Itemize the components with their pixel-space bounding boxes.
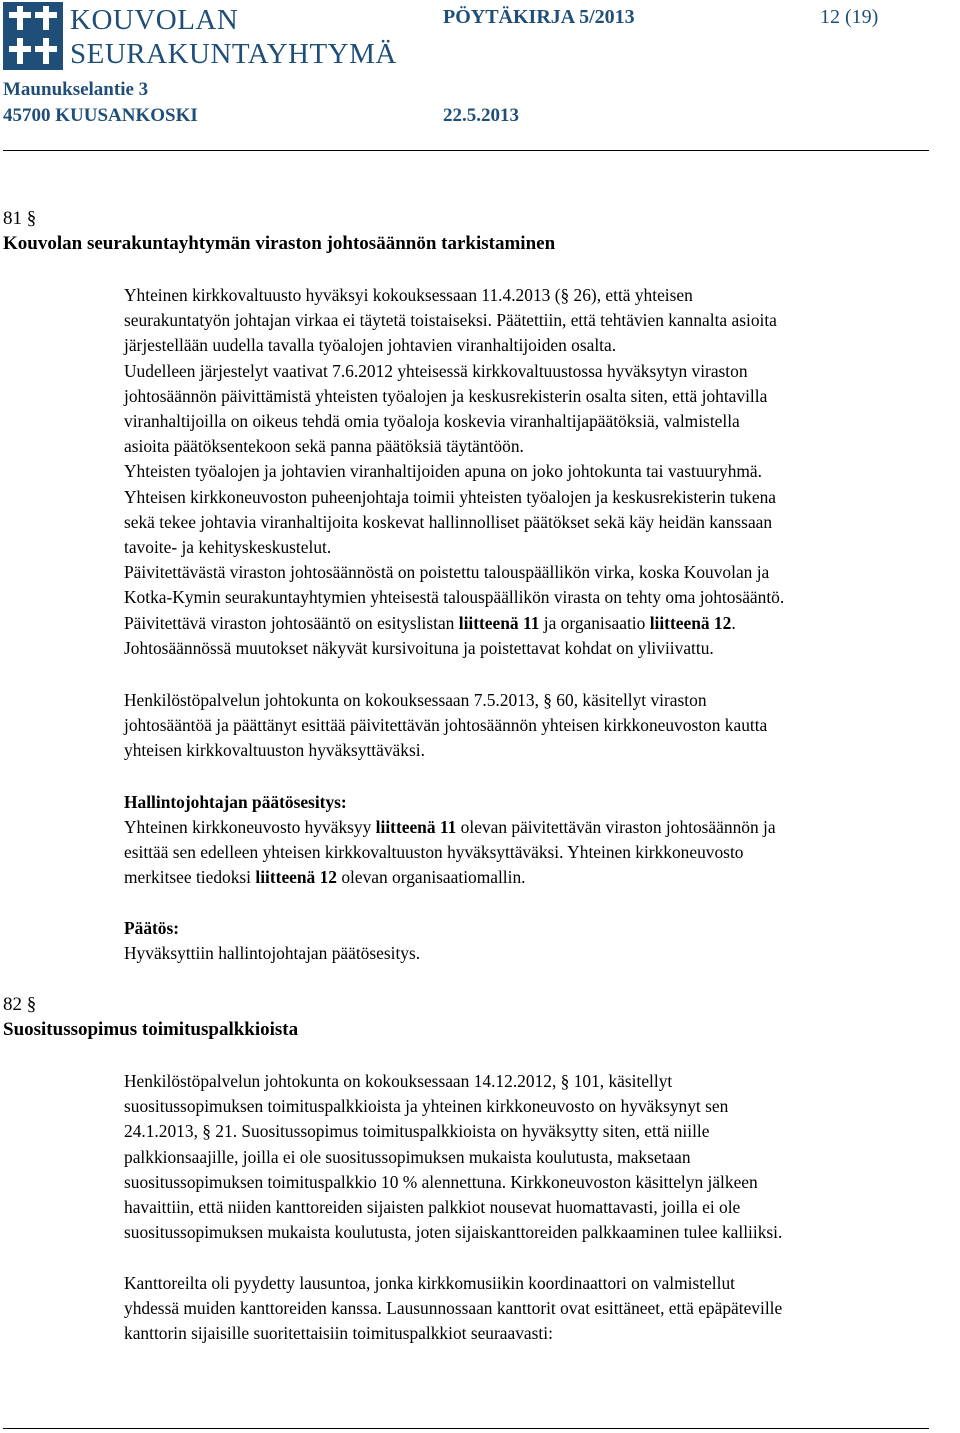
proposal-text xyxy=(124,815,960,891)
org-name-line2: SEURAKUNTAYHTYMÄ xyxy=(70,38,397,70)
text-line: Yhteinen kirkkovaltuusto hyväksyi kokouksessaan 11.4.2013 (§ 26), että yhteisen xyxy=(124,285,693,305)
text-line: 24.1.2013, § 21. Suositussopimus toimituspalkkioista on hyväksytty siten, että niille xyxy=(124,1121,710,1142)
text-line: johtosääntöä ja päättänyt esittää päivitettävän johtosäännön yhteisen kirkkoneuvoston kautta xyxy=(124,715,768,736)
section-82-paragraph-2 xyxy=(124,1271,960,1347)
text-line xyxy=(124,865,960,890)
text-line: havaittiin, että niiden kanttoreiden sijaisten palkkiot nousevat huomattavasti, joilla ei ole xyxy=(124,1197,741,1218)
text-line: kanttorin sijaisille suoritettaisiin toimituspalkkiot seuraavasti: xyxy=(124,1323,553,1344)
meeting-date: 22.5.2013 xyxy=(443,105,519,126)
address-street: Maunukselantie 3 xyxy=(3,79,149,100)
text-line: yhdessä muiden kanttoreiden kanssa. Lausunnossaan kanttorit ovat esittäneet, että epäpäteville xyxy=(124,1298,783,1319)
text-line: suositussopimuksen toimituspalkkioista ja yhteinen kirkkoneuvosto on hyväksynyt sen xyxy=(124,1096,729,1117)
text-line: Yhteisten työalojen ja johtavien viranhaltijoiden apuna on joko johtokunta tai vastuuryhmä. xyxy=(124,461,762,482)
text-line: tavoite- ja kehityskeskustelut. xyxy=(124,537,332,558)
text-run: olevan organisaatiomallin. xyxy=(337,867,526,888)
proposal-heading: Hallintojohtajan päätösesitys: xyxy=(124,792,347,812)
text-line: Henkilöstöpalvelun johtokunta on kokouksessaan 14.12.2012, § 101, käsitellyt xyxy=(124,1071,673,1091)
text-line: Päivitettävästä viraston johtosäännöstä on poistettu talouspäällikön virka, koska Kouvolan ja xyxy=(124,562,770,583)
text-line: järjestellään uudella tavalla työalojen johtavien viranhaltijoiden osalta. xyxy=(124,335,617,356)
text-line: johtosäännön päivittämistä yhteisten työalojen ja keskusrekisterin osalta siten, että johtavilla xyxy=(124,385,768,406)
text-line: viranhaltijoilla on oikeus tehdä omia työaloja koskevia viranhaltijapäätöksiä, valmistella xyxy=(124,411,740,432)
text-line: esittää sen edelleen yhteisen kirkkovaltuuston hyväksyttäväksi. Yhteinen kirkkoneuvosto xyxy=(124,842,744,863)
address-city: 45700 KUUSANKOSKI xyxy=(3,105,198,126)
text-line xyxy=(124,611,960,636)
section-81-number: 81 § xyxy=(3,208,37,229)
attachment-reference: liitteenä 11 xyxy=(458,612,540,633)
document-title: PÖYTÄKIRJA 5/2013 xyxy=(443,6,635,28)
text-run: ja organisaatio xyxy=(539,612,650,633)
text-line: Kotka-Kymin seurakuntayhtymien yhteisestä talouspäällikön virasta on tehty oma johtosääntö. xyxy=(124,587,785,608)
footer-divider xyxy=(3,1428,929,1429)
text-line xyxy=(124,815,960,840)
text-line: Hyväksyttiin hallintojohtajan päätösesitys. xyxy=(124,943,421,963)
text-line: sekä tekee johtavia viranhaltijoita koskevat hallinnolliset päätökset sekä käy heidän kanssaan xyxy=(124,511,773,532)
text-line: Yhteisen kirkkoneuvoston puheenjohtaja toimii yhteisten työalojen ja keskusrekisterin tukena xyxy=(124,486,777,507)
text-line: suositussopimuksen toimituspalkkio 10 % alennettuna. Kirkkoneuvoston käsittelyn jälkeen xyxy=(124,1171,758,1192)
section-82-title: Suositussopimus toimituspalkkioista xyxy=(3,1019,299,1040)
org-name-line1: KOUVOLAN xyxy=(70,4,239,36)
text-line: Henkilöstöpalvelun johtokunta on kokouksessaan 7.5.2013, § 60, käsitellyt viraston xyxy=(124,690,707,710)
text-line: suositussopimuksen mukaista koulutusta, joten sijaiskanttoreiden palkkaaminen tulee kalliiksi. xyxy=(124,1222,783,1243)
text-run: Päivitettävä viraston johtosääntö on esityslistan xyxy=(124,612,459,633)
attachment-reference: liitteenä 11 xyxy=(375,817,457,837)
text-run: merkitsee tiedoksi xyxy=(124,867,256,888)
text-line: palkkionsaajille, joilla ei ole suositussopimuksen mukaista koulutusta, maksetaan xyxy=(124,1146,691,1167)
page-number: 12 (19) xyxy=(820,6,879,28)
text-run: Yhteinen kirkkoneuvosto hyväksyy xyxy=(124,817,376,837)
attachment-reference: liitteenä 12 xyxy=(649,612,732,633)
text-run: . xyxy=(731,612,736,633)
section-82-paragraph-1 xyxy=(124,1069,960,1245)
text-line: asioita päätöksentekoon sekä panna päätöksiä täytäntöön. xyxy=(124,436,524,457)
text-line: yhteisen kirkkovaltuuston hyväksyttäväksi. xyxy=(124,740,425,761)
section-82-number: 82 § xyxy=(3,994,37,1015)
decision-text xyxy=(124,941,960,966)
section-81-paragraph-2 xyxy=(124,688,960,764)
attachment-reference: liitteenä 12 xyxy=(255,867,337,888)
section-81-paragraph-1 xyxy=(124,283,960,661)
section-81-title: Kouvolan seurakuntayhtymän viraston johtosäännön tarkistaminen xyxy=(3,233,556,254)
text-line: Kanttoreilta oli pyydetty lausuntoa, jonka kirkkomusiikin koordinaattori on valmistellut xyxy=(124,1273,735,1293)
text-line: Uudelleen järjestelyt vaativat 7.6.2012 yhteisessä kirkkovaltuustossa hyväksytyn viraston xyxy=(124,360,748,381)
decision-heading: Päätös: xyxy=(124,918,180,938)
header-divider xyxy=(3,150,929,151)
text-line: Johtosäännössä muutokset näkyvät kursivoituna ja poistettavat kohdat on yliviivattu. xyxy=(124,637,714,658)
cross-logo-icon xyxy=(3,2,63,70)
text-line: seurakuntatyön johtajan virkaa ei täytetä toistaiseksi. Päätettiin, että tehtävien kannalta asioita xyxy=(124,310,777,331)
text-run: olevan päivitettävän viraston johtosäännön ja xyxy=(456,817,776,837)
